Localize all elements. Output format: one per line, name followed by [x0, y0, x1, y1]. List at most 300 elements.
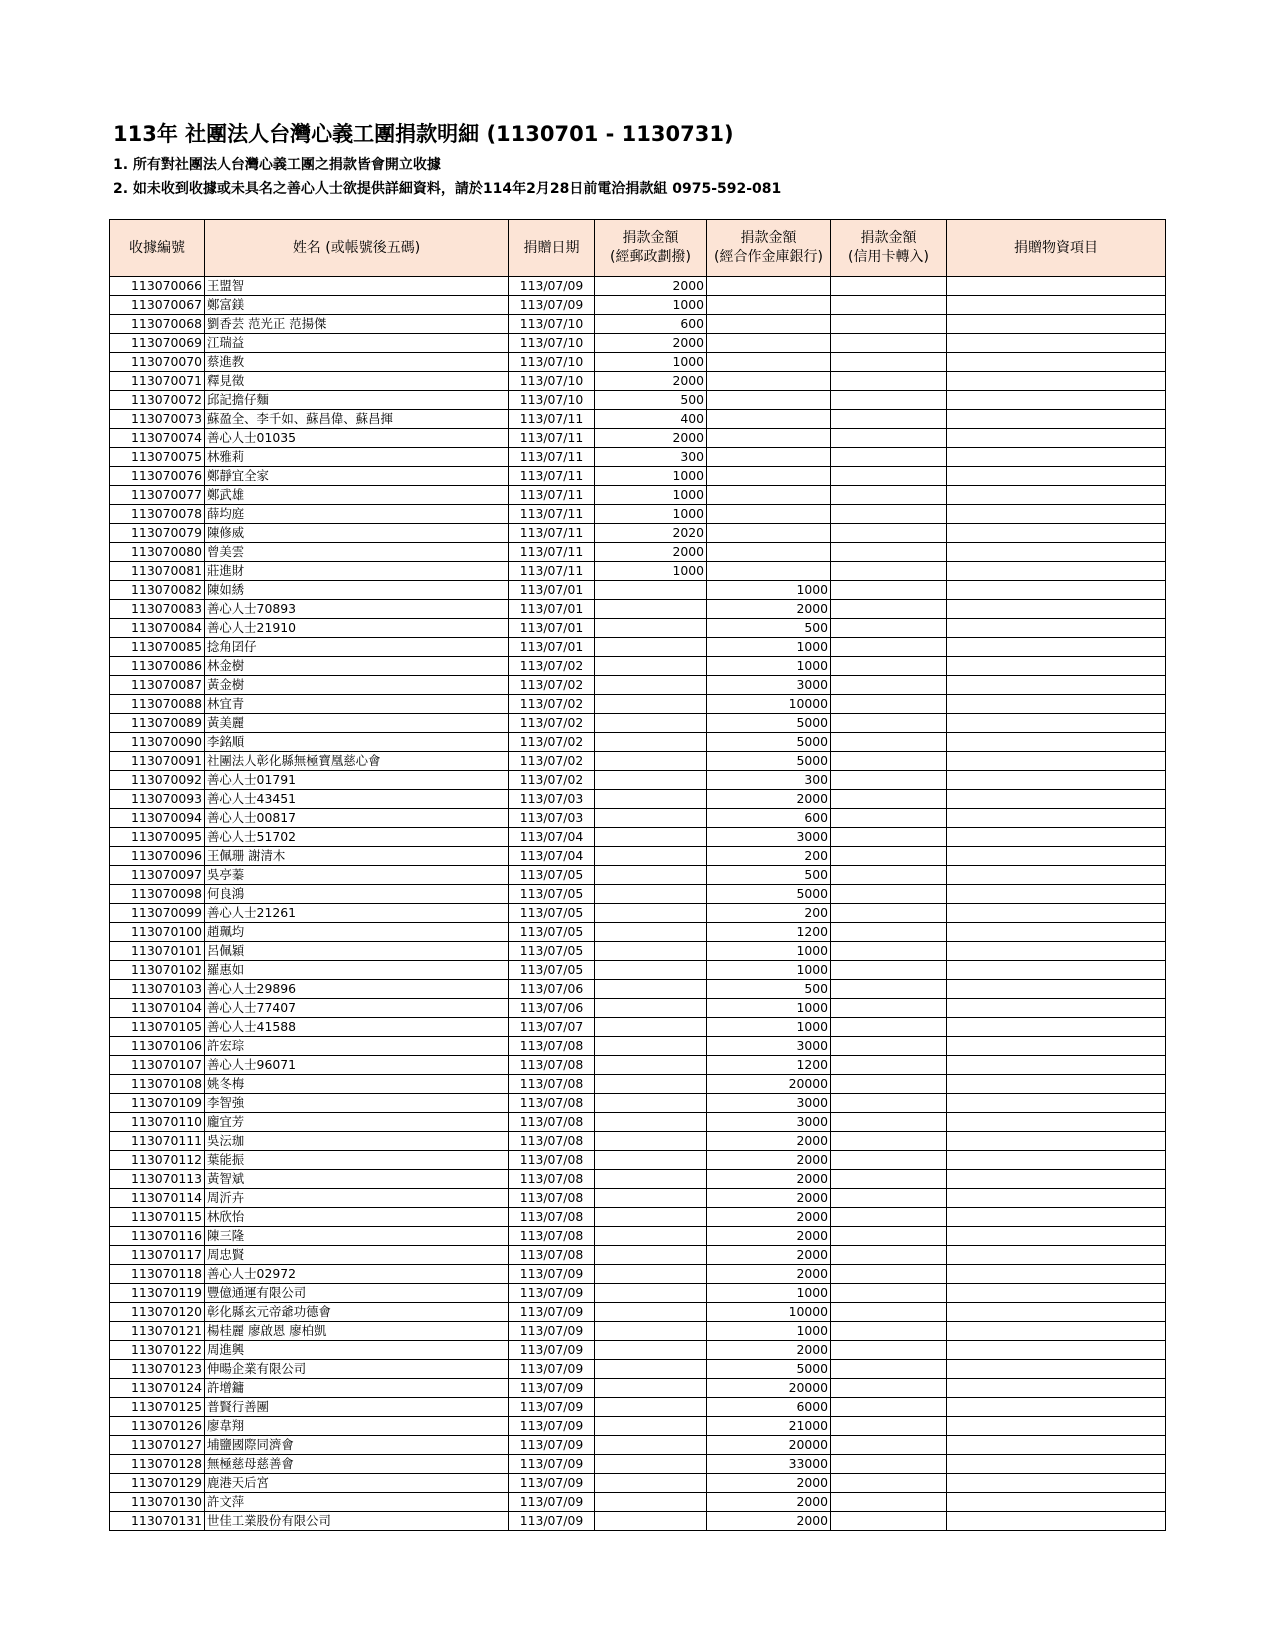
date-cell: 113/07/05 [509, 904, 595, 923]
goods-cell [947, 448, 1166, 467]
table-row [110, 543, 1166, 562]
date-cell: 113/07/08 [509, 1132, 595, 1151]
name-cell: 王佩珊 謝清木 [205, 847, 509, 866]
table-row [110, 1493, 1166, 1512]
receipt-no-cell: 113070083 [110, 600, 205, 619]
name-cell: 李智強 [205, 1094, 509, 1113]
receipt-no-cell: 113070079 [110, 524, 205, 543]
postal-amount-cell [595, 1512, 707, 1531]
bank-amount-cell: 2000 [707, 1474, 831, 1493]
date-cell: 113/07/10 [509, 372, 595, 391]
table-row [110, 1018, 1166, 1037]
table-row [110, 600, 1166, 619]
goods-cell [947, 1303, 1166, 1322]
bank-amount-cell: 2000 [707, 1170, 831, 1189]
postal-amount-cell [595, 752, 707, 771]
table-row [110, 1474, 1166, 1493]
postal-amount-cell [595, 600, 707, 619]
receipt-no-cell: 113070089 [110, 714, 205, 733]
date-cell: 113/07/09 [509, 296, 595, 315]
bank-amount-cell [707, 277, 831, 296]
receipt-no-cell: 113070080 [110, 543, 205, 562]
card-amount-cell [831, 923, 947, 942]
goods-cell [947, 657, 1166, 676]
bank-amount-cell: 1000 [707, 638, 831, 657]
donation-table [109, 219, 1166, 1531]
header-date: 捐贈日期 [509, 220, 595, 277]
receipt-no-cell: 113070066 [110, 277, 205, 296]
table-row [110, 1455, 1166, 1474]
date-cell: 113/07/11 [509, 410, 595, 429]
date-cell: 113/07/02 [509, 752, 595, 771]
bank-amount-cell: 2000 [707, 1189, 831, 1208]
name-cell: 善心人士29896 [205, 980, 509, 999]
name-cell: 埔鹽國際同濟會 [205, 1436, 509, 1455]
card-amount-cell [831, 1208, 947, 1227]
table-row [110, 790, 1166, 809]
bank-amount-cell: 500 [707, 619, 831, 638]
bank-amount-cell: 33000 [707, 1455, 831, 1474]
goods-cell [947, 353, 1166, 372]
postal-amount-cell [595, 809, 707, 828]
date-cell: 113/07/09 [509, 1360, 595, 1379]
name-cell: 林宜青 [205, 695, 509, 714]
receipt-no-cell: 113070109 [110, 1094, 205, 1113]
postal-amount-cell [595, 771, 707, 790]
receipt-no-cell: 113070082 [110, 581, 205, 600]
name-cell: 善心人士43451 [205, 790, 509, 809]
postal-amount-cell: 600 [595, 315, 707, 334]
table-row [110, 828, 1166, 847]
name-cell: 陳如綉 [205, 581, 509, 600]
date-cell: 113/07/05 [509, 866, 595, 885]
bank-amount-cell: 1200 [707, 923, 831, 942]
bank-amount-cell: 20000 [707, 1436, 831, 1455]
name-cell: 許文萍 [205, 1493, 509, 1512]
header-card-amount: 捐款金額 (信用卡轉入) [831, 220, 947, 277]
goods-cell [947, 1170, 1166, 1189]
card-amount-cell [831, 448, 947, 467]
table-row [110, 410, 1166, 429]
name-cell: 邱記擔仔麵 [205, 391, 509, 410]
name-cell: 許增鏞 [205, 1379, 509, 1398]
date-cell: 113/07/08 [509, 1227, 595, 1246]
card-amount-cell [831, 1246, 947, 1265]
date-cell: 113/07/09 [509, 1322, 595, 1341]
bank-amount-cell: 500 [707, 980, 831, 999]
card-amount-cell [831, 1056, 947, 1075]
postal-amount-cell [595, 1341, 707, 1360]
date-cell: 113/07/09 [509, 1474, 595, 1493]
receipt-no-cell: 113070112 [110, 1151, 205, 1170]
receipt-no-cell: 113070068 [110, 315, 205, 334]
bank-amount-cell: 2000 [707, 1208, 831, 1227]
goods-cell [947, 923, 1166, 942]
table-row [110, 847, 1166, 866]
postal-amount-cell: 2000 [595, 543, 707, 562]
postal-amount-cell [595, 904, 707, 923]
postal-amount-cell [595, 619, 707, 638]
goods-cell [947, 277, 1166, 296]
date-cell: 113/07/11 [509, 505, 595, 524]
table-row [110, 581, 1166, 600]
postal-amount-cell [595, 1113, 707, 1132]
receipt-no-cell: 113070104 [110, 999, 205, 1018]
postal-amount-cell [595, 1417, 707, 1436]
table-row [110, 1398, 1166, 1417]
table-row [110, 923, 1166, 942]
card-amount-cell [831, 486, 947, 505]
date-cell: 113/07/01 [509, 581, 595, 600]
table-row [110, 1037, 1166, 1056]
bank-amount-cell: 5000 [707, 1360, 831, 1379]
goods-cell [947, 638, 1166, 657]
goods-cell [947, 486, 1166, 505]
card-amount-cell [831, 695, 947, 714]
table-row [110, 1227, 1166, 1246]
goods-cell [947, 1493, 1166, 1512]
name-cell: 莊進財 [205, 562, 509, 581]
table-row [110, 315, 1166, 334]
goods-cell [947, 1208, 1166, 1227]
name-cell: 林欣怡 [205, 1208, 509, 1227]
goods-cell [947, 1284, 1166, 1303]
date-cell: 113/07/01 [509, 638, 595, 657]
date-cell: 113/07/11 [509, 524, 595, 543]
page-title: 113年 社團法人台灣心義工團捐款明細 (1130701 - 1130731) [113, 122, 734, 146]
receipt-no-cell: 113070102 [110, 961, 205, 980]
card-amount-cell [831, 1094, 947, 1113]
postal-amount-cell [595, 1284, 707, 1303]
name-cell: 楊桂麗 廖啟恩 廖柏凱 [205, 1322, 509, 1341]
postal-amount-cell [595, 1360, 707, 1379]
date-cell: 113/07/08 [509, 1151, 595, 1170]
bank-amount-cell: 5000 [707, 885, 831, 904]
card-amount-cell [831, 334, 947, 353]
goods-cell [947, 961, 1166, 980]
date-cell: 113/07/03 [509, 809, 595, 828]
bank-amount-cell: 3000 [707, 1037, 831, 1056]
name-cell: 吳沄珈 [205, 1132, 509, 1151]
goods-cell [947, 600, 1166, 619]
postal-amount-cell [595, 923, 707, 942]
table-row [110, 695, 1166, 714]
bank-amount-cell: 10000 [707, 1303, 831, 1322]
postal-amount-cell [595, 1132, 707, 1151]
date-cell: 113/07/08 [509, 1246, 595, 1265]
receipt-no-cell: 113070105 [110, 1018, 205, 1037]
name-cell: 龐宜芳 [205, 1113, 509, 1132]
postal-amount-cell: 300 [595, 448, 707, 467]
bank-amount-cell: 1000 [707, 961, 831, 980]
goods-cell [947, 1189, 1166, 1208]
date-cell: 113/07/09 [509, 1398, 595, 1417]
goods-cell [947, 695, 1166, 714]
goods-cell [947, 1417, 1166, 1436]
table-row [110, 1113, 1166, 1132]
postal-amount-cell: 2000 [595, 334, 707, 353]
postal-amount-cell [595, 942, 707, 961]
card-amount-cell [831, 733, 947, 752]
receipt-no-cell: 113070117 [110, 1246, 205, 1265]
table-row [110, 961, 1166, 980]
goods-cell [947, 1360, 1166, 1379]
card-amount-cell [831, 1455, 947, 1474]
bank-amount-cell [707, 429, 831, 448]
bank-amount-cell: 2000 [707, 790, 831, 809]
bank-amount-cell: 200 [707, 847, 831, 866]
name-cell: 林金樹 [205, 657, 509, 676]
name-cell: 劉香芸 范光正 范揚傑 [205, 315, 509, 334]
receipt-no-cell: 113070078 [110, 505, 205, 524]
table-row [110, 1436, 1166, 1455]
name-cell: 豐億通運有限公司 [205, 1284, 509, 1303]
table-row [110, 1341, 1166, 1360]
date-cell: 113/07/08 [509, 1075, 595, 1094]
name-cell: 善心人士51702 [205, 828, 509, 847]
header-receipt-no: 收據編號 [110, 220, 205, 277]
table-row [110, 1303, 1166, 1322]
postal-amount-cell [595, 1056, 707, 1075]
card-amount-cell [831, 543, 947, 562]
table-row [110, 1417, 1166, 1436]
name-cell: 鄭靜宜全家 [205, 467, 509, 486]
name-cell: 李銘順 [205, 733, 509, 752]
date-cell: 113/07/03 [509, 790, 595, 809]
table-row [110, 1075, 1166, 1094]
receipt-no-cell: 113070098 [110, 885, 205, 904]
bank-amount-cell: 6000 [707, 1398, 831, 1417]
card-amount-cell [831, 714, 947, 733]
receipt-no-cell: 113070095 [110, 828, 205, 847]
card-amount-cell [831, 904, 947, 923]
name-cell: 江瑞益 [205, 334, 509, 353]
goods-cell [947, 1132, 1166, 1151]
date-cell: 113/07/11 [509, 562, 595, 581]
bank-amount-cell: 2000 [707, 1512, 831, 1531]
card-amount-cell [831, 638, 947, 657]
goods-cell [947, 1094, 1166, 1113]
card-amount-cell [831, 619, 947, 638]
card-amount-cell [831, 277, 947, 296]
goods-cell [947, 581, 1166, 600]
goods-cell [947, 410, 1166, 429]
table-row [110, 505, 1166, 524]
receipt-no-cell: 113070128 [110, 1455, 205, 1474]
table-row [110, 866, 1166, 885]
receipt-no-cell: 113070120 [110, 1303, 205, 1322]
bank-amount-cell [707, 467, 831, 486]
receipt-no-cell: 113070067 [110, 296, 205, 315]
card-amount-cell [831, 657, 947, 676]
goods-cell [947, 334, 1166, 353]
card-amount-cell [831, 1493, 947, 1512]
name-cell: 黃美麗 [205, 714, 509, 733]
date-cell: 113/07/09 [509, 1379, 595, 1398]
postal-amount-cell [595, 790, 707, 809]
card-amount-cell [831, 980, 947, 999]
date-cell: 113/07/11 [509, 429, 595, 448]
bank-amount-cell: 3000 [707, 828, 831, 847]
bank-amount-cell: 5000 [707, 752, 831, 771]
postal-amount-cell [595, 1455, 707, 1474]
name-cell: 蔡進教 [205, 353, 509, 372]
postal-amount-cell [595, 1474, 707, 1493]
postal-amount-cell: 1000 [595, 353, 707, 372]
name-cell: 林雅莉 [205, 448, 509, 467]
table-row [110, 619, 1166, 638]
postal-amount-cell: 1000 [595, 505, 707, 524]
goods-cell [947, 1474, 1166, 1493]
postal-amount-cell [595, 1151, 707, 1170]
table-row [110, 1208, 1166, 1227]
receipt-no-cell: 113070086 [110, 657, 205, 676]
receipt-no-cell: 113070107 [110, 1056, 205, 1075]
table-row [110, 733, 1166, 752]
postal-amount-cell [595, 885, 707, 904]
date-cell: 113/07/08 [509, 1037, 595, 1056]
card-amount-cell [831, 391, 947, 410]
bank-amount-cell: 1000 [707, 1018, 831, 1037]
card-amount-cell [831, 752, 947, 771]
table-row [110, 885, 1166, 904]
bank-amount-cell: 2000 [707, 1246, 831, 1265]
goods-cell [947, 1341, 1166, 1360]
goods-cell [947, 391, 1166, 410]
receipt-no-cell: 113070115 [110, 1208, 205, 1227]
card-amount-cell [831, 1075, 947, 1094]
receipt-no-cell: 113070121 [110, 1322, 205, 1341]
goods-cell [947, 1322, 1166, 1341]
goods-cell [947, 828, 1166, 847]
postal-amount-cell [595, 1246, 707, 1265]
date-cell: 113/07/10 [509, 353, 595, 372]
name-cell: 鹿港天后宮 [205, 1474, 509, 1493]
postal-amount-cell [595, 1303, 707, 1322]
goods-cell [947, 790, 1166, 809]
date-cell: 113/07/07 [509, 1018, 595, 1037]
table-row [110, 809, 1166, 828]
card-amount-cell [831, 1113, 947, 1132]
bank-amount-cell: 1000 [707, 657, 831, 676]
bank-amount-cell: 2000 [707, 1132, 831, 1151]
name-cell: 捻角囝仔 [205, 638, 509, 657]
name-cell: 善心人士01035 [205, 429, 509, 448]
name-cell: 善心人士21910 [205, 619, 509, 638]
date-cell: 113/07/06 [509, 980, 595, 999]
table-row [110, 1512, 1166, 1531]
goods-cell [947, 1246, 1166, 1265]
note-receipt: 1. 所有對社團法人台灣心義工團之捐款皆會開立收據 [113, 157, 441, 173]
card-amount-cell [831, 1360, 947, 1379]
goods-cell [947, 1436, 1166, 1455]
table-row [110, 334, 1166, 353]
bank-amount-cell: 200 [707, 904, 831, 923]
name-cell: 無極慈母慈善會 [205, 1455, 509, 1474]
card-amount-cell [831, 581, 947, 600]
bank-amount-cell: 300 [707, 771, 831, 790]
receipt-no-cell: 113070114 [110, 1189, 205, 1208]
date-cell: 113/07/09 [509, 1455, 595, 1474]
name-cell: 鄭武雄 [205, 486, 509, 505]
bank-amount-cell [707, 524, 831, 543]
date-cell: 113/07/02 [509, 676, 595, 695]
date-cell: 113/07/02 [509, 771, 595, 790]
date-cell: 113/07/05 [509, 961, 595, 980]
name-cell: 普賢行善團 [205, 1398, 509, 1417]
bank-amount-cell: 1000 [707, 942, 831, 961]
table-row [110, 448, 1166, 467]
bank-amount-cell: 21000 [707, 1417, 831, 1436]
name-cell: 善心人士00817 [205, 809, 509, 828]
goods-cell [947, 809, 1166, 828]
bank-amount-cell: 1000 [707, 1322, 831, 1341]
table-row [110, 1132, 1166, 1151]
postal-amount-cell: 400 [595, 410, 707, 429]
postal-amount-cell [595, 1094, 707, 1113]
table-row [110, 1056, 1166, 1075]
date-cell: 113/07/08 [509, 1170, 595, 1189]
table-row [110, 1246, 1166, 1265]
name-cell: 趙珮均 [205, 923, 509, 942]
receipt-no-cell: 113070113 [110, 1170, 205, 1189]
receipt-no-cell: 113070108 [110, 1075, 205, 1094]
receipt-no-cell: 113070101 [110, 942, 205, 961]
bank-amount-cell [707, 296, 831, 315]
postal-amount-cell: 1000 [595, 562, 707, 581]
date-cell: 113/07/01 [509, 600, 595, 619]
receipt-no-cell: 113070088 [110, 695, 205, 714]
table-row [110, 296, 1166, 315]
receipt-no-cell: 113070099 [110, 904, 205, 923]
bank-amount-cell: 20000 [707, 1379, 831, 1398]
bank-amount-cell [707, 486, 831, 505]
receipt-no-cell: 113070071 [110, 372, 205, 391]
date-cell: 113/07/09 [509, 1303, 595, 1322]
card-amount-cell [831, 942, 947, 961]
card-amount-cell [831, 1018, 947, 1037]
bank-amount-cell: 1200 [707, 1056, 831, 1075]
bank-amount-cell: 3000 [707, 1094, 831, 1113]
postal-amount-cell: 500 [595, 391, 707, 410]
postal-amount-cell [595, 1018, 707, 1037]
receipt-no-cell: 113070092 [110, 771, 205, 790]
card-amount-cell [831, 1398, 947, 1417]
card-amount-cell [831, 1512, 947, 1531]
name-cell: 善心人士01791 [205, 771, 509, 790]
date-cell: 113/07/11 [509, 543, 595, 562]
goods-cell [947, 1455, 1166, 1474]
card-amount-cell [831, 847, 947, 866]
table-row [110, 942, 1166, 961]
table-row [110, 467, 1166, 486]
goods-cell [947, 999, 1166, 1018]
name-cell: 周進興 [205, 1341, 509, 1360]
bank-amount-cell [707, 562, 831, 581]
postal-amount-cell [595, 847, 707, 866]
postal-amount-cell [595, 657, 707, 676]
date-cell: 113/07/09 [509, 1417, 595, 1436]
goods-cell [947, 733, 1166, 752]
goods-cell [947, 866, 1166, 885]
name-cell: 王盟智 [205, 277, 509, 296]
card-amount-cell [831, 1132, 947, 1151]
date-cell: 113/07/09 [509, 1265, 595, 1284]
name-cell: 羅惠如 [205, 961, 509, 980]
bank-amount-cell: 1000 [707, 1284, 831, 1303]
date-cell: 113/07/04 [509, 828, 595, 847]
table-header-row [110, 220, 1166, 277]
